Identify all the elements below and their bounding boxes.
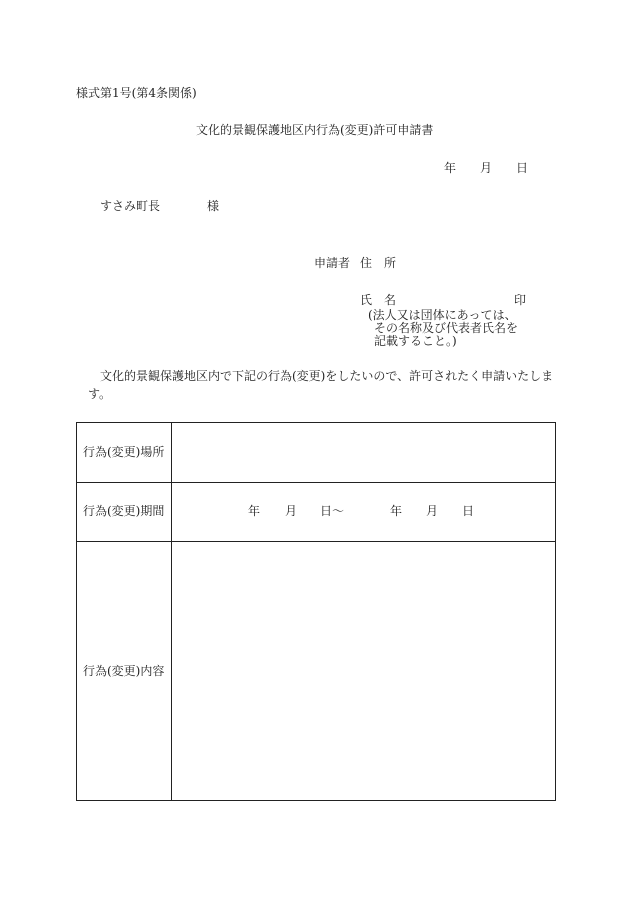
table-row-divider	[77, 541, 555, 542]
applicant-note-line2: その名称及び代表者氏名を	[374, 321, 519, 335]
location-label: 行為(変更)場所	[83, 445, 165, 459]
applicant-note-line3: 記載すること。)	[374, 334, 457, 348]
period-end-month: 月	[426, 504, 439, 518]
date-year: 年	[444, 161, 457, 175]
application-table	[76, 422, 556, 801]
period-start-month: 月	[285, 504, 298, 518]
body-text-line2: す。	[88, 387, 112, 401]
form-number: 様式第1号(第4条関係)	[76, 86, 197, 100]
applicant-address-label: 住 所	[360, 256, 397, 270]
page-title: 文化的景観保護地区内行為(変更)許可申請書	[196, 123, 434, 137]
seal-mark: 印	[514, 293, 527, 307]
body-text-line1: 文化的景観保護地区内で下記の行為(変更)をしたいので、許可されたく申請いたしま	[100, 369, 554, 383]
date-day: 日	[516, 161, 529, 175]
table-column-divider	[171, 423, 172, 800]
period-label: 行為(変更)期間	[83, 504, 165, 518]
period-end-day: 日	[462, 504, 475, 518]
period-start-day: 日〜	[320, 504, 345, 518]
table-row-divider	[77, 482, 555, 483]
period-start-year: 年	[248, 504, 261, 518]
date-month: 月	[480, 161, 493, 175]
applicant-name-label: 氏 名	[360, 293, 397, 307]
addressee-honorific: 様	[207, 199, 220, 213]
applicant-note-line1: (法人又は団体にあっては、	[368, 308, 517, 322]
addressee-name: すさみ町長	[100, 199, 161, 213]
applicant-label: 申請者	[314, 256, 351, 270]
period-end-year: 年	[390, 504, 403, 518]
content-label: 行為(変更)内容	[83, 664, 165, 678]
